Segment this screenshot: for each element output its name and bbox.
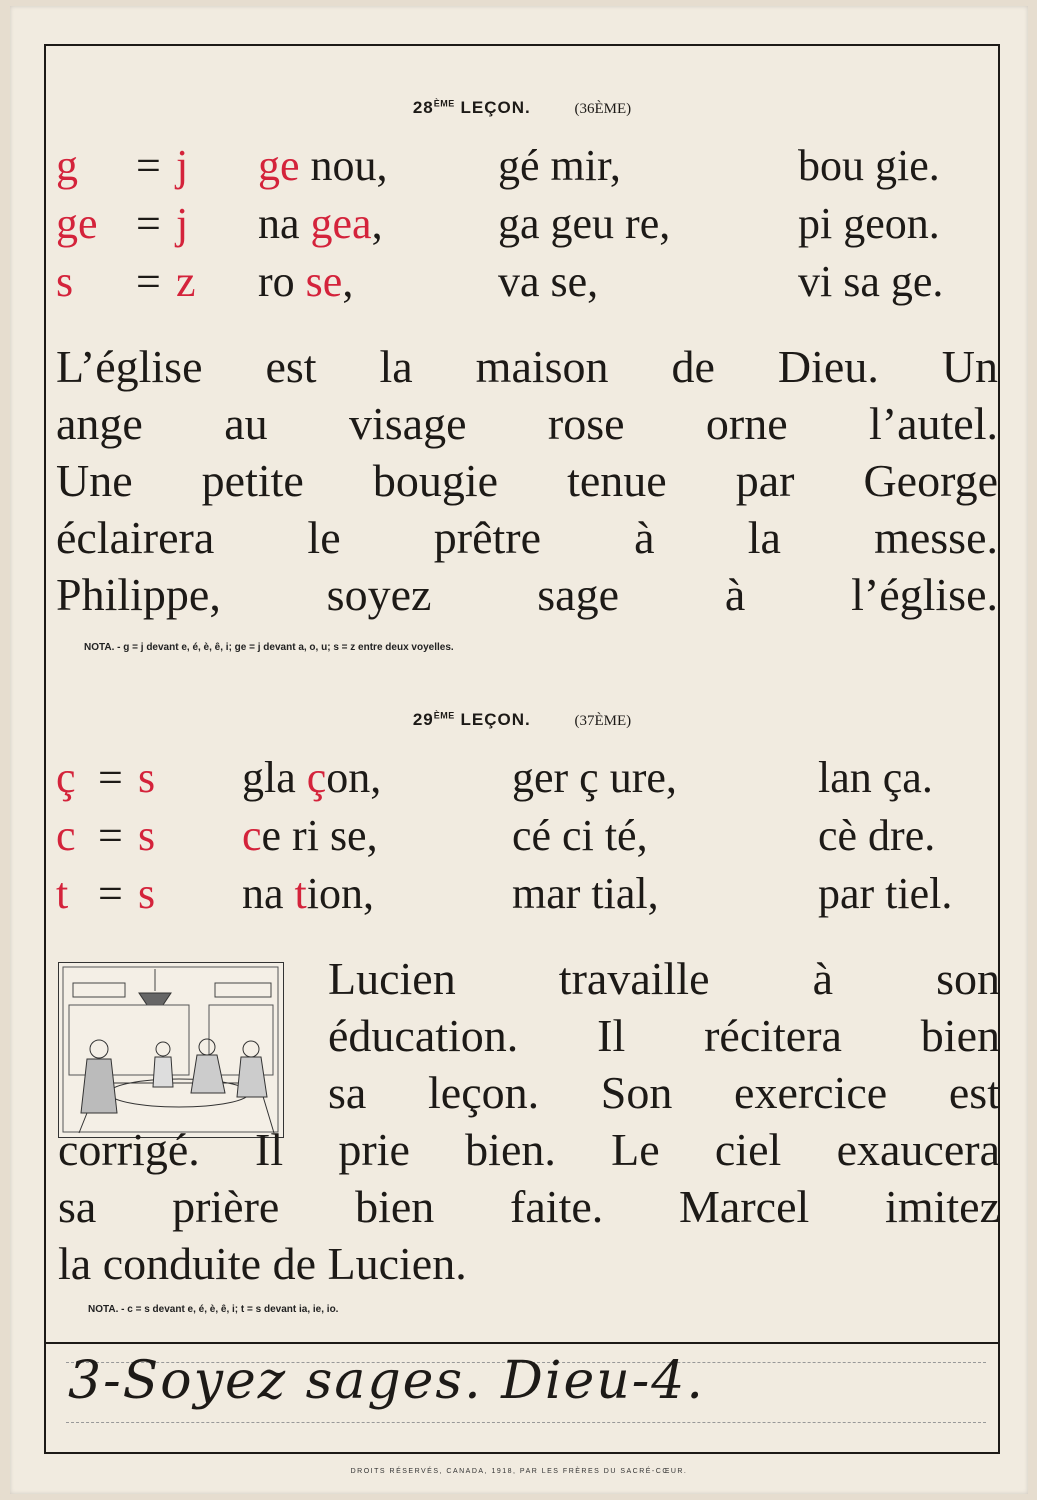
word-3: vi sa ge.: [798, 257, 944, 306]
lesson-28-row-3: [46, 254, 998, 310]
paragraph-line: la conduite de Lucien.: [58, 1238, 467, 1289]
word-3: lan ça.: [818, 753, 933, 802]
word-1: na tion,: [242, 869, 374, 918]
rule-eq: =: [98, 869, 123, 918]
rule-right: s: [138, 869, 156, 918]
word-1: ge nou,: [258, 141, 388, 190]
rule-eq: =: [136, 141, 161, 190]
lesson-29-sup: ÈME: [433, 710, 455, 721]
word-1: gla çon,: [242, 753, 382, 802]
word-3: par tiel.: [818, 869, 953, 918]
script-top-rule: [46, 1342, 998, 1344]
rule-left: s: [56, 257, 74, 306]
classroom-illustration: [58, 962, 284, 1138]
word-2: va se,: [498, 257, 599, 306]
lesson-29-row-1: [46, 750, 998, 806]
rule-right: s: [138, 753, 156, 802]
word-1: na gea,: [258, 199, 383, 248]
rule-left: t: [56, 869, 69, 918]
lesson-28-sup: ÈME: [433, 98, 455, 109]
rule-eq: =: [98, 753, 123, 802]
copyright-footer: DROITS RÉSERVÉS, CANADA, 1918, PAR LES FRÈRES DU SACRÉ-CŒUR.: [350, 1468, 688, 1475]
rule-right: j: [176, 199, 189, 248]
rule-eq: =: [136, 257, 161, 306]
poster-sheet: [10, 6, 1028, 1494]
rule-eq: =: [136, 199, 161, 248]
paragraph-line: éducation. Il récitera bien: [328, 1010, 1000, 1061]
word-2: ger ç ure,: [512, 753, 677, 802]
lesson-28-alt: (36ÈME): [574, 101, 632, 117]
lesson-28-number: 28: [412, 98, 434, 117]
lesson-29-heading: [46, 710, 998, 730]
lesson-29-word: LEÇON.: [460, 710, 531, 729]
word-3: bou gie.: [798, 141, 940, 190]
paragraph-line: L’église est la maison de Dieu. Un: [56, 341, 998, 392]
guide-line: [66, 1422, 986, 1423]
lesson-29-row-3: [46, 866, 998, 922]
lesson-28-row-2: [46, 196, 998, 252]
rule-eq: =: [98, 811, 123, 860]
paragraph-line: éclairera le prêtre à la messe.: [56, 512, 998, 563]
paragraph-line: Lucien travaille à son: [328, 953, 1000, 1004]
lesson-29-nota: NOTA. - c = s devant e, é, è, ê, i; t = s devant ia, ie, io.: [88, 1304, 339, 1315]
word-3: cè dre.: [818, 811, 936, 860]
rule-left: g: [56, 141, 78, 190]
paragraph-line: Philippe, soyez sage à l’église.: [56, 569, 998, 620]
lesson-28-word: LEÇON.: [460, 98, 531, 117]
poster-frame: [44, 44, 1000, 1454]
paragraph-line: Une petite bougie tenue par George: [56, 455, 998, 506]
word-2: mar tial,: [512, 869, 659, 918]
word-2: ga geu re,: [498, 199, 671, 248]
handwriting-line: 3-Soyez sages. Dieu-4.: [68, 1351, 705, 1411]
lesson-28-paragraph: [56, 338, 998, 623]
rule-right: s: [138, 811, 156, 860]
lesson-29-alt: (37ÈME): [574, 713, 632, 729]
classroom-drawing: [59, 963, 282, 1136]
word-3: pi geon.: [798, 199, 940, 248]
lesson-28-nota: NOTA. - g = j devant e, é, è, ê, i; ge = j devant a, o, u; s = z entre deux voyelles.: [84, 642, 454, 653]
lesson-29-row-2: [46, 808, 998, 864]
word-2: cé ci té,: [512, 811, 648, 860]
paragraph-line: sa prière bien faite. Marcel imitez: [58, 1181, 1000, 1232]
rule-left: ç: [56, 753, 76, 802]
lesson-28-row-1: [46, 138, 998, 194]
word-1: ro se,: [258, 257, 354, 306]
rule-right: z: [176, 257, 196, 306]
rule-left: c: [56, 811, 76, 860]
lesson-28-heading: [46, 98, 998, 118]
paragraph-line: corrigé. Il prie bien. Le ciel exaucera: [58, 1124, 1000, 1175]
paragraph-line: ange au visage rose orne l’autel.: [56, 398, 998, 449]
lesson-29-paragraph-full: [58, 1121, 1000, 1292]
rule-left: ge: [56, 199, 98, 248]
rule-right: j: [176, 141, 189, 190]
paragraph-line: sa leçon. Son exercice est: [328, 1067, 1000, 1118]
lesson-29-paragraph-short: [328, 950, 1000, 1121]
lesson-29-number: 29: [412, 710, 434, 729]
word-2: gé mir,: [498, 141, 621, 190]
word-1: ce ri se,: [242, 811, 378, 860]
